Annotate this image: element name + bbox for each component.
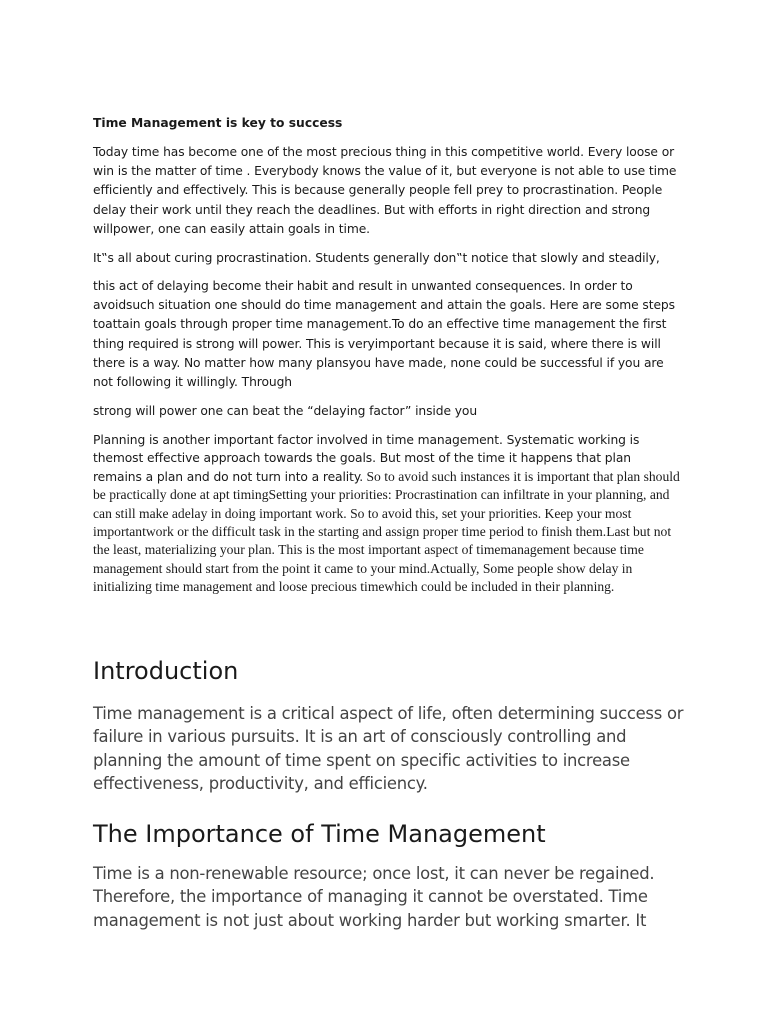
importance-body: Time is a non-renewable resource; once lost, it can never be regained. Therefore, the importance of managing it cannot be overstated. Time management is not just about working harder but working smarter. It <box>93 864 655 930</box>
importance-heading: The Importance of Time Management <box>93 820 546 848</box>
document-title: Time Management is key to success <box>93 116 343 130</box>
paragraph-procrastination: It‟s all about curing procrastination. Students generally don‟t notice that slowly and steadily, <box>93 251 660 265</box>
paragraph-will-power: this act of delaying become their habit and result in unwanted consequences. In order to avoidsuch situation one should do time management and attain the goals. Here are some steps toattain goals through proper time management.To do an effective time management the first thing required is strong will power. This is veryimportant because it is said, where there is will there is a way. No matter how many plansyou have made, none could be successful if you are not following it willingly. Through <box>93 279 675 390</box>
introduction-heading: Introduction <box>93 657 239 685</box>
paragraph-intro: Today time has become one of the most precious thing in this competitive world. Every loose or win is the matter of time . Everybody knows the value of it, but everyone is not able to use time efficiently and effectively. This is because generally people fell prey to procrastination. People delay their work until they reach the deadlines. But with efforts in right direction and strong willpower, one can easily attain goals in time. <box>93 145 677 236</box>
introduction-body: Time management is a critical aspect of life, often determining success or failure in various pursuits. It is an art of consciously controlling and planning the amount of time spent on specific activities to increase effectiveness, productivity, and efficiency. <box>93 704 684 794</box>
paragraph-delaying-factor: strong will power one can beat the “delaying factor” inside you <box>93 404 478 418</box>
paragraph-planning-serif: So to avoid such instances it is important that plan should be practically done at apt timingSetting your priorities: Procrastination can infiltrate in your planning, and can still make adelay in doing important work. So to avoid this, set your priorities. Keep your most importantwork or the difficult task in the starting and assign proper time period to finish them.Last but not the least, materializing your plan. This is the most important aspect of timemanagement because time management should start from the point it came to your mind.Actually, Some people show delay in initializing time management and loose precious timewhich could be included in their planning. <box>93 468 680 595</box>
paragraph-planning-sans: Planning is another important factor involved in time management. Systematic working is themost effective approach towards the goals. But most of the time it happens that plan remains a plan and do not turn into a reality. <box>93 433 640 484</box>
paragraph-planning <box>93 431 683 597</box>
